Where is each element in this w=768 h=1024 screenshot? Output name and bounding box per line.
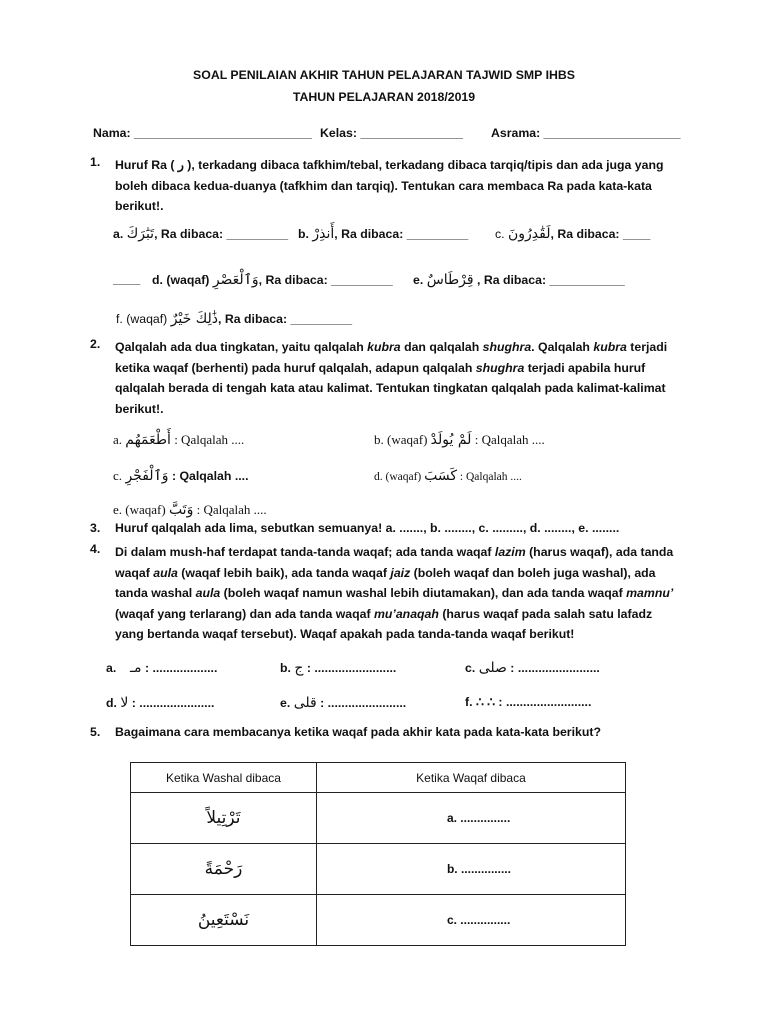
q2-number: 2. (90, 337, 101, 351)
waqaf-answer[interactable]: c. ............... (316, 895, 625, 946)
answer-blank[interactable]: , Ra dibaca: ___________ (473, 273, 625, 287)
table-row (131, 844, 626, 895)
label: c. (495, 227, 505, 241)
text: Qalqalah ada dua tingkatan, yaitu qalqalah (115, 340, 368, 354)
q1-item-c-continued[interactable]: ____ (113, 272, 141, 286)
label: a. (106, 661, 117, 675)
table-header-row (131, 763, 626, 793)
term: kubra (593, 340, 627, 354)
arabic-word: لَقَٰدِرُونَ (508, 226, 551, 242)
q2-item-b (374, 432, 545, 448)
q1-item-c (495, 226, 650, 242)
label: e. (waqaf) (113, 502, 166, 517)
washal-word: رَحْمَةً (131, 844, 317, 895)
waqaf-item-e (280, 695, 406, 711)
nama-field[interactable]: Nama: __________________________ (93, 126, 312, 140)
label: b. (280, 661, 291, 675)
text: dan qalqalah (400, 340, 483, 354)
waqaf-sign: لا (120, 695, 129, 711)
waqaf-table (130, 762, 626, 946)
q1-item-f (116, 311, 352, 327)
waqaf-sign: قلى (293, 695, 317, 711)
term: lazim (494, 545, 526, 559)
term: kubra (367, 340, 401, 354)
text: (boleh waqaf namun washal lebih diutamakan), dan ada tanda waqaf (220, 586, 627, 600)
answer-blank[interactable]: : ........................ (303, 661, 397, 675)
label: d. (waqaf) (374, 471, 422, 483)
q2-item-d (374, 468, 522, 484)
washal-word: نَسْتَعِينُ (131, 895, 317, 946)
text: (harus waqaf pada salah satu lafadz yang bertanda waqaf tersebut). Waqaf apakah pada tanda-tanda waqaf berikut! (115, 606, 653, 641)
answer-blank[interactable]: : Qalqalah .... (457, 471, 522, 483)
waqaf-item-c (465, 660, 600, 676)
term: mamnu’ (626, 586, 674, 600)
q1-item-b (298, 226, 468, 242)
waqaf-sign: صلى (478, 660, 507, 676)
label: e. (280, 696, 291, 710)
table-row (131, 895, 626, 946)
term: aula (153, 565, 178, 580)
answer-blank[interactable]: : Qalqalah .... (193, 502, 267, 517)
label: c. (113, 468, 123, 483)
term: shughra (475, 360, 525, 375)
kelas-field[interactable]: Kelas: _______________ (320, 126, 463, 140)
answer-blank[interactable]: : ....................... (316, 696, 407, 710)
q1-item-e (413, 272, 625, 288)
answer-blank[interactable]: , Ra dibaca: _________ (258, 273, 393, 287)
waqaf-answer[interactable]: a. ............... (316, 793, 625, 844)
q3-number: 3. (90, 521, 101, 535)
term: jaiz (390, 565, 411, 580)
arabic-word: وَٱلْفَجْرِ (125, 468, 169, 484)
q5-number: 5. (90, 725, 101, 739)
arabic-word: وَٱلْعَصْرِ (212, 272, 259, 288)
q1-item-d (152, 272, 393, 288)
waqaf-sign: ∴ ∴ (475, 695, 496, 709)
label: a. (113, 227, 124, 241)
text: terjadi apabila huruf qalqalah berada di tengah kata atau kalimat. Tentukan tingkatan qalqalah pada kalimat-kalimat berikut!. (115, 360, 666, 416)
q5-text: Bagaimana cara membacanya ketika waqaf pada akhir kata pada kata-kata berikut? (115, 725, 601, 739)
text: (boleh waqaf dan boleh juga washal), ada tanda washal (115, 565, 656, 600)
q4-text (115, 542, 675, 645)
asrama-field[interactable]: Asrama: ____________________ (491, 126, 681, 140)
doc-title: SOAL PENILAIAN AKHIR TAHUN PELAJARAN TAJWID SMP IHBS (193, 68, 575, 82)
text: (waqaf lebih baik), ada tanda waqaf (177, 565, 391, 580)
q2-item-c (113, 468, 248, 484)
arabic-word: أَنذِرْ (312, 226, 335, 242)
arabic-word: كَسَبَ (424, 468, 458, 484)
label: d. (106, 696, 117, 710)
q2-item-a (113, 432, 244, 448)
arabic-word: تَبَٰرَكَ (126, 226, 155, 242)
waqaf-item-f (465, 695, 591, 709)
washal-word: تَرْتِيلاً (131, 793, 317, 844)
table-row (131, 793, 626, 844)
answer-blank[interactable]: : ...................... (128, 696, 215, 710)
arabic-word: لَمْ يُولَدْ (430, 432, 472, 448)
label: c. (465, 661, 476, 675)
label: f. (465, 695, 473, 709)
term: shughra (482, 340, 532, 354)
q4-number: 4. (90, 542, 101, 556)
label: f. (waqaf) (116, 312, 168, 326)
text: (waqaf yang terlarang) dan ada tanda waqaf (115, 606, 374, 621)
answer-blank[interactable]: : Qalqalah .... (471, 432, 545, 447)
term: aula (195, 586, 221, 600)
answer-blank[interactable]: , Ra dibaca: _________ (218, 312, 353, 326)
text: (harus waqaf), ada tanda waqaf (115, 545, 674, 580)
arabic-word: قِرْطَاسٌ (426, 272, 474, 288)
q1-number: 1. (90, 155, 101, 169)
text: Di dalam mush-haf terdapat tanda-tanda waqaf; ada tanda waqaf (115, 545, 495, 559)
waqaf-item-a (106, 660, 217, 676)
label: a. (113, 432, 123, 447)
answer-blank[interactable]: , Ra dibaca: ____ (550, 227, 651, 241)
answer-blank[interactable]: : ......................... (495, 695, 592, 709)
q1-item-a (113, 226, 288, 242)
waqaf-sign: ج (294, 660, 304, 676)
answer-blank[interactable]: , Ra dibaca: _________ (154, 227, 289, 241)
column-header: Ketika Washal dibaca (131, 763, 317, 793)
answer-blank[interactable]: : ................... (141, 661, 218, 675)
arabic-word: ذَٰلِكَ خَيْرٌ (170, 311, 219, 327)
q1-text: Huruf Ra ( ر ), terkadang dibaca tafkhim/tebal, terkadang dibaca tarqiq/tipis dan ada juga yang boleh dibaca kedua-duanya (tafkhim dan tarqiq). Tentukan cara membaca Ra pada kata-kata berikut!. (115, 158, 664, 213)
answer-blank[interactable]: : Qalqalah .... (168, 469, 249, 483)
waqaf-answer[interactable]: b. ............... (316, 844, 625, 895)
waqaf-sign: مـ (129, 660, 142, 676)
arabic-word: وَتَبَّ (168, 502, 194, 518)
q3-text: Huruf qalqalah ada lima, sebutkan semuanya! a. ......., b. ........, c. ........., d. ........, e. ........ (115, 521, 620, 535)
label: e. (413, 273, 424, 287)
text: . Qalqalah (531, 340, 594, 354)
answer-blank[interactable]: : Qalqalah .... (170, 432, 245, 447)
answer-blank[interactable]: , Ra dibaca: _________ (334, 227, 469, 241)
answer-blank[interactable]: : ........................ (506, 661, 600, 675)
text: terjadi ketika waqaf (berhenti) pada huruf qalqalah, adapun qalqalah (115, 340, 668, 375)
q2-text (115, 337, 675, 419)
q2-item-e (113, 502, 267, 518)
waqaf-item-d (106, 695, 214, 711)
doc-year: TAHUN PELAJARAN 2018/2019 (292, 90, 476, 104)
label: b. (298, 227, 309, 241)
label: b. (waqaf) (374, 432, 428, 447)
term: mu’anaqah (373, 606, 439, 621)
column-header: Ketika Waqaf dibaca (316, 763, 625, 793)
label: d. (waqaf) (152, 273, 210, 287)
waqaf-item-b (280, 660, 396, 676)
arabic-word: أَطْعَمَهُم (125, 432, 171, 448)
